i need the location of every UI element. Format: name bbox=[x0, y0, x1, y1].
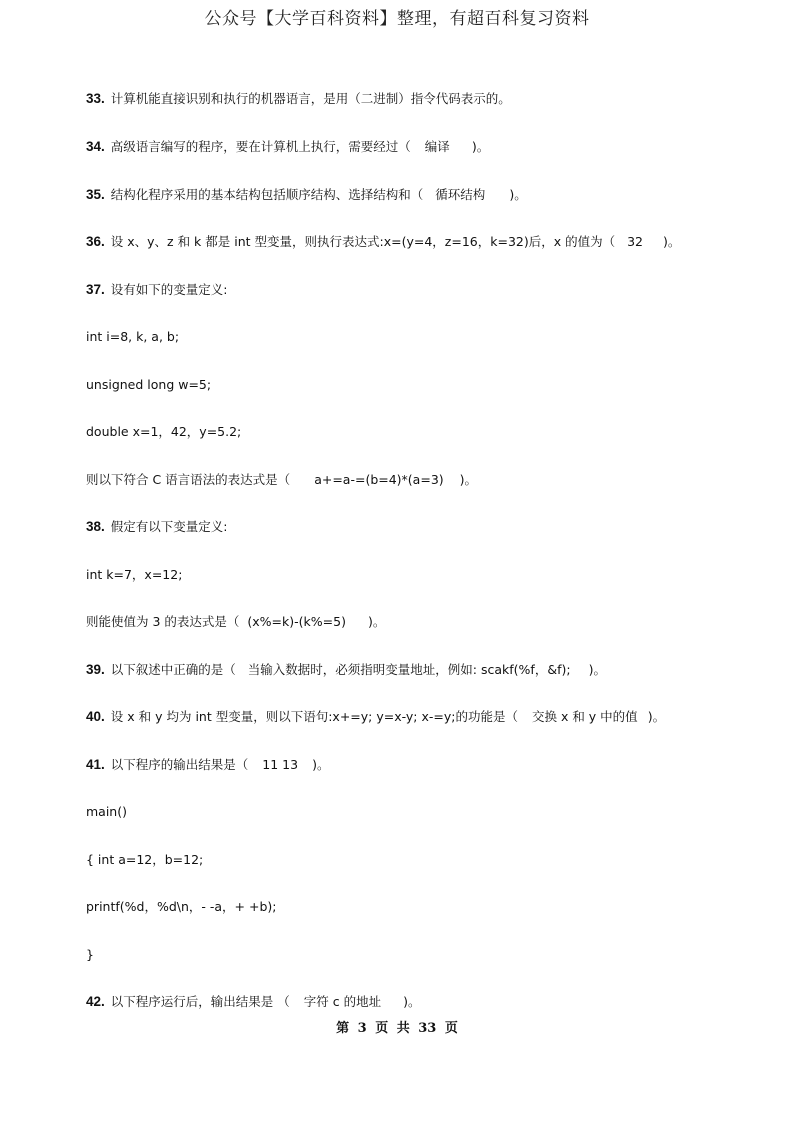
question-number: 34. bbox=[86, 139, 105, 154]
code-line: { int a=12，b=12; bbox=[86, 852, 204, 867]
question-37-answer-line bbox=[86, 472, 477, 488]
question-42 bbox=[86, 994, 420, 1010]
question-number: 40. bbox=[86, 709, 105, 724]
answer-text: (x%=k)-(k%=5) bbox=[247, 614, 346, 629]
question-number: 41. bbox=[86, 757, 105, 772]
question-text: 以下程序运行后，输出结果是 （ bbox=[110, 994, 290, 1009]
question-text: 设有如下的变量定义: bbox=[110, 282, 228, 297]
answer-text: 当输入数据时，必须指明变量地址，例如: scakf(%f，&f); bbox=[247, 662, 571, 677]
question-text-end: )。 bbox=[509, 187, 527, 202]
question-text: 高级语言编写的程序，要在计算机上执行，需要经过（ bbox=[110, 139, 411, 154]
question-number: 38. bbox=[86, 519, 105, 534]
question-text: 以下叙述中正确的是（ bbox=[110, 662, 236, 677]
page-header: 公众号【大学百科资料】整理，有超百科复习资料 bbox=[204, 9, 590, 29]
code-line: main() bbox=[86, 804, 127, 819]
question-40 bbox=[86, 709, 665, 725]
question-text: 以下程序的输出结果是（ bbox=[110, 757, 249, 772]
question-text: 计算机能直接识别和执行的机器语言，是用（二进制）指令代码表示的。 bbox=[110, 91, 511, 106]
question-text: 假定有以下变量定义: bbox=[110, 519, 228, 534]
question-number: 37. bbox=[86, 282, 105, 297]
question-text: 结构化程序采用的基本结构包括顺序结构、选择结构和（ bbox=[110, 187, 424, 202]
code-line: double x=1，42，y=5.2; bbox=[86, 424, 242, 439]
answer-text: 交换 x 和 y 中的值 bbox=[531, 709, 638, 724]
question-text: 设 x、y、z 和 k 都是 int 型变量，则执行表达式:x=(y=4，z=16，k=32)后，x 的值为（ bbox=[110, 234, 616, 249]
question-number: 39. bbox=[86, 662, 105, 677]
answer-text: 字符 c 的地址 bbox=[303, 994, 382, 1009]
answer-text: a+=a-=(b=4)*(a=3) bbox=[314, 472, 444, 487]
question-38 bbox=[86, 519, 228, 535]
question-number: 33. bbox=[86, 91, 105, 106]
question-text-end: )。 bbox=[312, 757, 330, 772]
question-33 bbox=[86, 91, 511, 107]
question-34 bbox=[86, 139, 489, 155]
answer-text: 编译 bbox=[424, 139, 450, 154]
answer-text: 循环结构 bbox=[435, 187, 486, 202]
question-39 bbox=[86, 662, 606, 678]
question-text-end: )。 bbox=[403, 994, 421, 1009]
code-line: int k=7，x=12; bbox=[86, 567, 183, 582]
question-35 bbox=[86, 187, 527, 203]
question-text: 设 x 和 y 均为 int 型变量，则以下语句:x+=y; y=x-y; x-=y;的功能是（ bbox=[110, 709, 518, 724]
question-text: 则以下符合 C 语言语法的表达式是（ bbox=[86, 472, 291, 487]
question-37 bbox=[86, 282, 228, 298]
question-text-end: )。 bbox=[471, 139, 490, 154]
question-text-end: )。 bbox=[663, 234, 681, 249]
question-text-end: )。 bbox=[588, 662, 606, 677]
question-text-end: )。 bbox=[647, 709, 666, 724]
question-text-end: )。 bbox=[367, 614, 386, 629]
question-number: 35. bbox=[86, 187, 105, 202]
answer-text: 32 bbox=[627, 234, 644, 249]
question-number: 36. bbox=[86, 234, 105, 249]
answer-text: 11 13 bbox=[262, 757, 299, 772]
question-38-answer-line bbox=[86, 614, 385, 630]
question-number: 42. bbox=[86, 994, 105, 1009]
code-line: printf(%d，%d\n，- -a，+ +b); bbox=[86, 899, 277, 914]
code-line: unsigned long w=5; bbox=[86, 377, 212, 392]
question-text: 则能使值为 3 的表达式是（ bbox=[86, 614, 240, 629]
code-line: int i=8, k, a, b; bbox=[86, 329, 180, 344]
page-footer: 第 3 页 共 33 页 bbox=[336, 1021, 458, 1036]
question-36 bbox=[86, 234, 680, 250]
question-text-end: )。 bbox=[459, 472, 478, 487]
question-41 bbox=[86, 757, 329, 773]
code-line: } bbox=[86, 947, 94, 962]
